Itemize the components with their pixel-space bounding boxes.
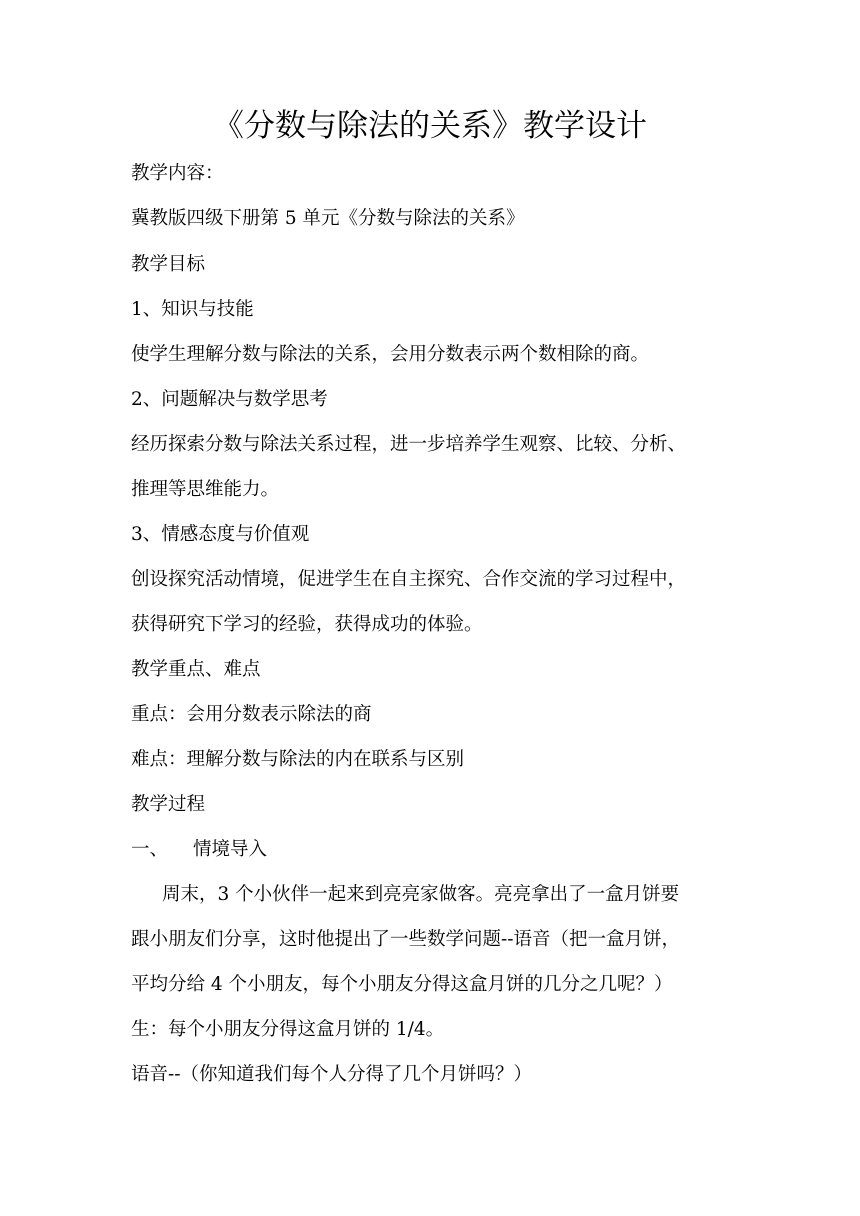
paragraph-line-2: 跟小朋友们分享，这时他提出了一些数学问题--语音（把一盒月饼， xyxy=(131,929,681,950)
paragraph-line-4: 生：每个小朋友分得这盒月饼的 1/4。 xyxy=(131,1019,445,1040)
text-line-goal-2-content-1: 经历探索分数与除法关系过程，进一步培养学生观察、比较、分析、 xyxy=(131,434,687,455)
text-line-teaching-process-heading: 教学过程 xyxy=(131,794,206,815)
document-title: 《分数与除法的关系》教学设计 xyxy=(213,108,647,144)
text-line-key-points-heading: 教学重点、难点 xyxy=(131,659,261,680)
text-line-goal-2-content-2: 推理等思维能力。 xyxy=(131,479,280,500)
text-line-goal-2-heading: 2、问题解决与数学思考 xyxy=(131,389,328,410)
text-line-goal-3-content-1: 创设探究活动情境，促进学生在自主探究、合作交流的学习过程中， xyxy=(131,569,687,590)
paragraph-line-5: 语音--（你知道我们每个人分得了几个月饼吗？） xyxy=(131,1064,533,1085)
section-one-label: 情境导入 xyxy=(193,839,268,860)
text-line-key-point: 重点：会用分数表示除法的商 xyxy=(131,704,372,725)
text-line-goal-3-content-2: 获得研究下学习的经验，获得成功的体验。 xyxy=(131,614,483,635)
text-line-goal-3-heading: 3、情感态度与价值观 xyxy=(131,524,310,545)
text-line-teaching-content-heading: 教学内容： xyxy=(131,163,224,184)
section-one-heading xyxy=(131,836,267,864)
text-line-goal-1-content: 使学生理解分数与除法的关系，会用分数表示两个数相除的商。 xyxy=(131,344,650,365)
paragraph-line-3: 平均分给 4 个小朋友，每个小朋友分得这盒月饼的几分之几呢？） xyxy=(131,974,673,995)
text-line-goal-1-heading: 1、知识与技能 xyxy=(131,299,254,320)
paragraph-line-1: 周末，3 个小伙伴一起来到亮亮家做客。亮亮拿出了一盒月饼要 xyxy=(162,884,680,905)
section-one-number: 一、 xyxy=(131,839,169,860)
text-line-difficult-point: 难点：理解分数与除法的内在联系与区别 xyxy=(131,749,465,770)
text-line-teaching-goals-heading: 教学目标 xyxy=(131,254,206,275)
text-line-textbook-unit: 冀教版四级下册第 5 单元《分数与除法的关系》 xyxy=(131,208,525,229)
